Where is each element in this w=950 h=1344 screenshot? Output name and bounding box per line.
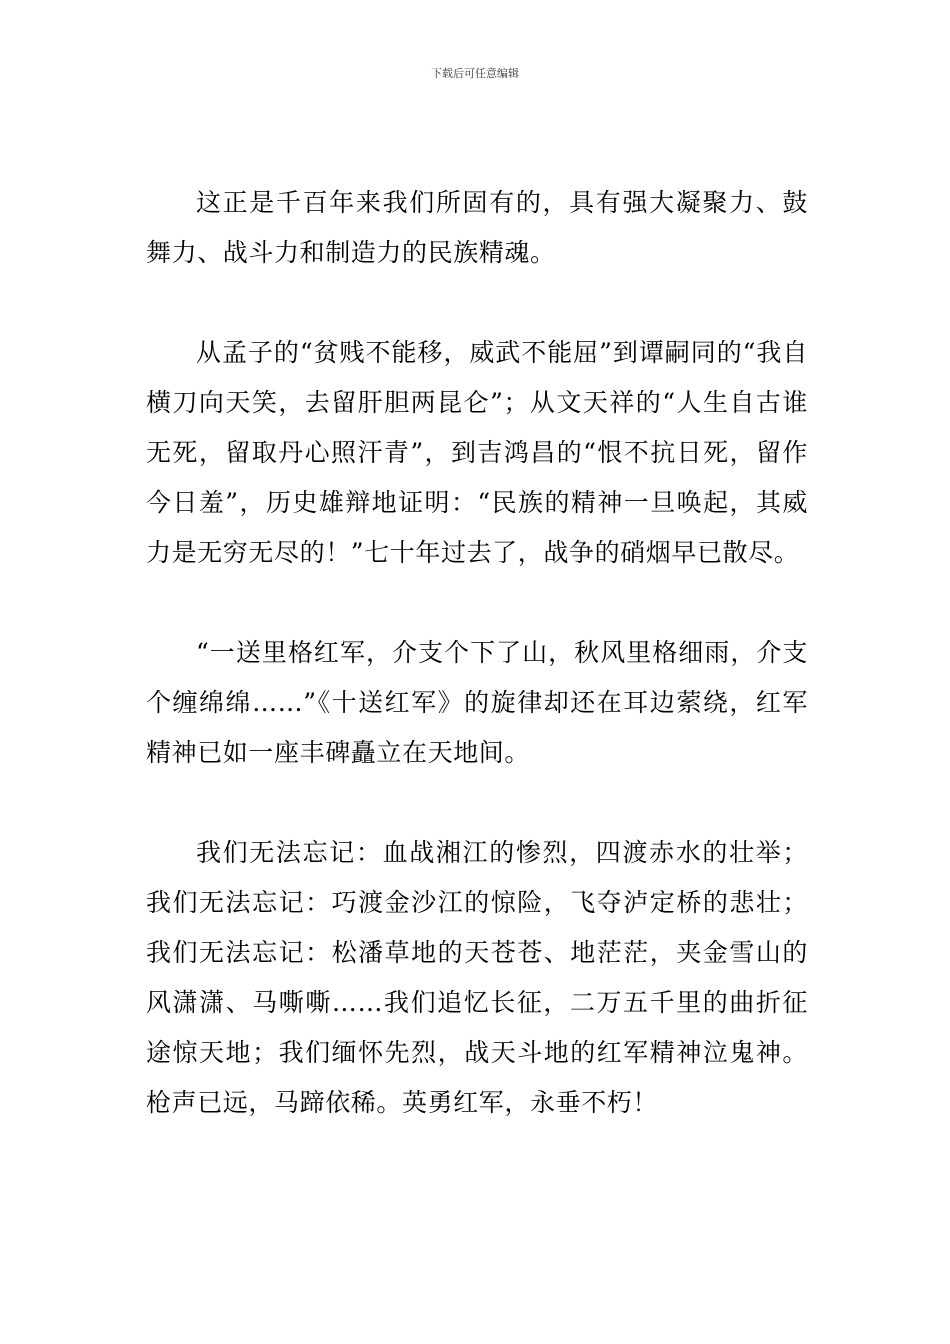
- paragraph-3: “一送里格红军，介支个下了山，秋风里格细雨，介支个缠绵绵……”《十送红军》的旋律却还在耳边萦绕，红军精神已如一座丰碑矗立在天地间。: [146, 638, 808, 767]
- paragraph-4: 我们无法忘记：血战湘江的惨烈，四渡赤水的壮举；我们无法忘记：巧渡金沙江的惊险，飞夺泸定桥的悲壮；我们无法忘记：松潘草地的天苍苍、地茫茫，夹金雪山的风潇潇、马嘶嘶……我们追忆长征，二万五千里的曲折征途惊天地；我们缅怀先烈，战天斗地的红军精神泣鬼神。枪声已远，马蹄依稀。英勇红军，永垂不朽！: [146, 838, 808, 1117]
- document-body: [146, 178, 808, 1178]
- paragraph-2: 从孟子的“贫贱不能移，威武不能屈”到谭嗣同的“我自横刀向天笑，去留肝胆两昆仑”；从文天祥的“人生自古谁无死，留取丹心照汗青”，到吉鸿昌的“恨不抗日死，留作今日羞”，历史雄辩地证明：“民族的精神一旦唤起，其威力是无穷无尽的！”七十年过去了，战争的硝烟早已散尽。: [146, 338, 808, 567]
- header-note: 下载后可任意编辑: [431, 67, 519, 80]
- paragraph-1: 这正是千百年来我们所固有的，具有强大凝聚力、鼓舞力、战斗力和制造力的民族精魂。: [146, 188, 808, 267]
